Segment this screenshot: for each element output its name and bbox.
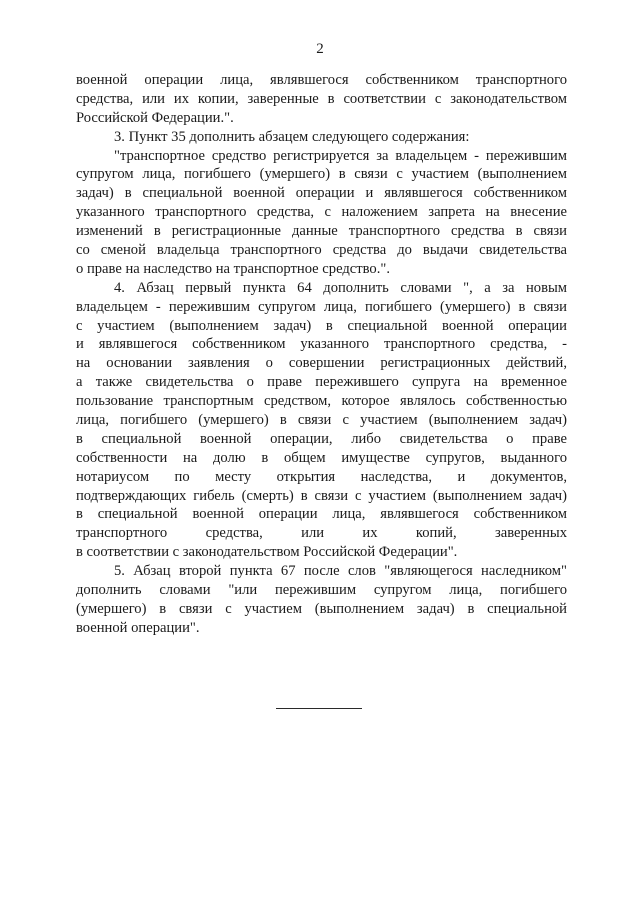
text-line: собственности на долю в общем имуществе супругов, выданного bbox=[76, 449, 567, 466]
text-line: владельцем - пережившим супругом лица, погибшего (умершего) в связи bbox=[76, 298, 567, 315]
text-line: дополнить словами "или пережившим супругом лица, погибшего bbox=[76, 582, 567, 599]
text-line: в специальной военной операции лица, являвшегося собственником bbox=[76, 506, 567, 523]
text-line: лица, погибшего (умершего) в связи с участием (выполнением задач) bbox=[76, 412, 567, 429]
text-line: (умершего) в связи с участием (выполнением задач) в специальной bbox=[76, 600, 567, 617]
text-line: нотариусом по месту открытия наследства, и документов, bbox=[76, 468, 567, 485]
text-line: изменений в регистрационные данные транспортного средства в связи bbox=[76, 223, 567, 240]
text-line: и являвшегося собственником указанного транспортного средства, - bbox=[76, 336, 567, 353]
text-line: со сменой владельца транспортного средства до выдачи свидетельства bbox=[76, 242, 567, 259]
text-line: о праве на наследство на транспортное средство.". bbox=[76, 260, 390, 277]
text-line: в соответствии с законодательством Российской Федерации". bbox=[76, 544, 458, 561]
text-line: задач) в специальной военной операции и являвшегося собственником bbox=[76, 185, 567, 202]
text-line: средства, или их копии, заверенные в соответствии с законодательством bbox=[76, 90, 567, 107]
text-line: подтверждающих гибель (смерть) в связи с участием (выполнением задач) bbox=[76, 487, 567, 504]
text-line: 4. Абзац первый пункта 64 дополнить словами ", а за новым bbox=[114, 279, 567, 296]
text-line: на основании заявления о совершении регистрационных действий, bbox=[76, 355, 567, 372]
text-line: с участием (выполнением задач) в специальной военной операции bbox=[76, 317, 567, 334]
text-line: транспортного средства, или их копий, заверенных bbox=[76, 525, 567, 542]
text-line: указанного транспортного средства, с наложением запрета на внесение bbox=[76, 204, 567, 221]
text-line: пользование транспортным средством, которое являлось собственностью bbox=[76, 393, 567, 410]
text-line: 3. Пункт 35 дополнить абзацем следующего содержания: bbox=[114, 128, 470, 145]
body-text bbox=[76, 71, 567, 638]
text-line: "транспортное средство регистрируется за владельцем - пережившим bbox=[114, 147, 567, 164]
text-line: а также свидетельства о праве пережившего супруга на временное bbox=[76, 374, 567, 391]
text-line: супругом лица, погибшего (умершего) в связи с участием (выполнением bbox=[76, 166, 567, 183]
text-line: в специальной военной операции, либо свидетельства о праве bbox=[76, 430, 567, 447]
end-of-document-rule bbox=[276, 708, 362, 709]
page-number: 2 bbox=[316, 41, 324, 57]
text-line: военной операции лица, являвшегося собственником транспортного bbox=[76, 72, 567, 88]
text-line: 5. Абзац второй пункта 67 после слов "являющегося наследником" bbox=[114, 563, 567, 580]
text-line: военной операции". bbox=[76, 619, 200, 636]
text-line: Российской Федерации.". bbox=[76, 109, 234, 126]
